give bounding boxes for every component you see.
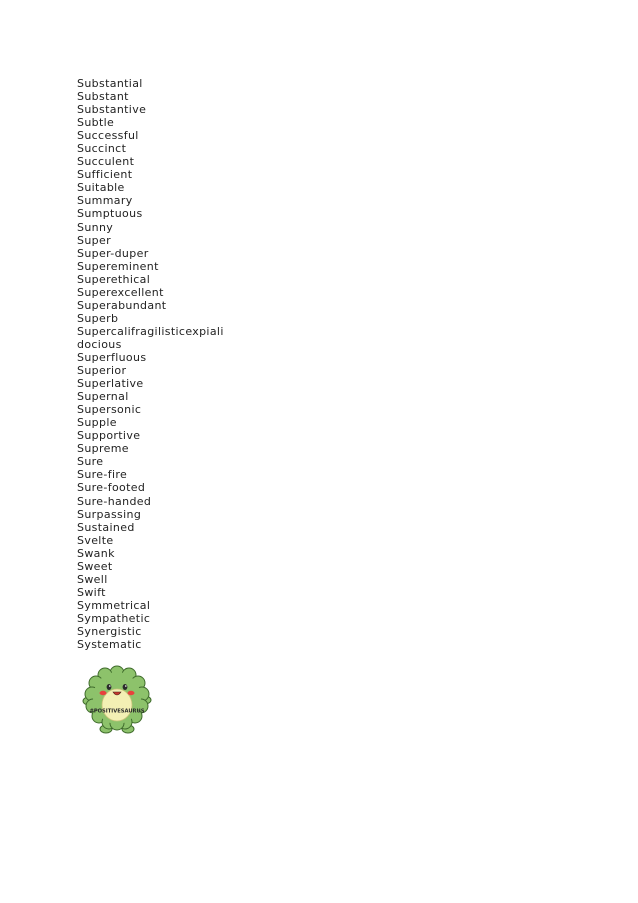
word-item: Superethical bbox=[77, 272, 151, 286]
logo-text: #POSITIVESAURUS bbox=[89, 708, 145, 715]
word-item: Suitable bbox=[77, 181, 125, 195]
word-item: Succinct bbox=[77, 142, 127, 156]
word-item: Swell bbox=[77, 572, 108, 586]
word-item: docious bbox=[77, 337, 122, 351]
word-item: Swank bbox=[77, 546, 115, 560]
word-item: Summary bbox=[77, 194, 133, 208]
word-item: Synergistic bbox=[77, 624, 142, 638]
word-item: Superabundant bbox=[77, 298, 167, 312]
word-item: Substantive bbox=[77, 103, 147, 117]
word-item: Substant bbox=[77, 90, 129, 104]
word-list bbox=[77, 77, 224, 651]
word-item: Supernal bbox=[77, 390, 129, 404]
word-item: Superior bbox=[77, 364, 127, 378]
word-item: Sympathetic bbox=[77, 611, 151, 625]
word-item: Supercalifragilisticexpiali bbox=[77, 324, 224, 338]
word-item: Sustained bbox=[77, 520, 135, 534]
word-item: Svelte bbox=[77, 533, 114, 547]
word-item: Sure-footed bbox=[77, 481, 146, 495]
word-item: Sweet bbox=[77, 559, 113, 573]
word-item: Supple bbox=[77, 416, 117, 430]
word-item: Systematic bbox=[77, 638, 142, 652]
word-item: Supreme bbox=[77, 442, 129, 456]
word-item: Sure-handed bbox=[77, 494, 152, 508]
word-item: Superlative bbox=[77, 377, 144, 391]
word-item: Super bbox=[77, 233, 111, 247]
word-item: Subtle bbox=[77, 116, 115, 130]
word-item: Sumptuous bbox=[77, 207, 143, 221]
word-item: Surpassing bbox=[77, 507, 142, 521]
word-item: Super-duper bbox=[77, 246, 149, 260]
left-cheek bbox=[100, 691, 107, 695]
word-item: Superfluous bbox=[77, 350, 147, 364]
word-item: Supersonic bbox=[77, 403, 142, 417]
word-item: Swift bbox=[77, 585, 106, 599]
word-item: Sure-fire bbox=[77, 468, 128, 482]
word-item: Superexcellent bbox=[77, 285, 164, 299]
word-item: Supereminent bbox=[77, 259, 159, 273]
word-item: Supportive bbox=[77, 429, 141, 443]
right-cheek bbox=[128, 691, 135, 695]
word-item: Symmetrical bbox=[77, 598, 151, 612]
word-item: Superb bbox=[77, 311, 119, 325]
word-item: Sunny bbox=[77, 220, 114, 234]
word-item: Succulent bbox=[77, 155, 135, 169]
left-eye bbox=[107, 684, 112, 690]
positivesaurus-logo bbox=[78, 663, 156, 735]
word-item: Substantial bbox=[77, 77, 143, 90]
right-eye bbox=[123, 684, 128, 690]
word-item: Sufficient bbox=[77, 168, 133, 182]
word-item: Successful bbox=[77, 129, 139, 143]
word-item: Sure bbox=[77, 455, 104, 469]
